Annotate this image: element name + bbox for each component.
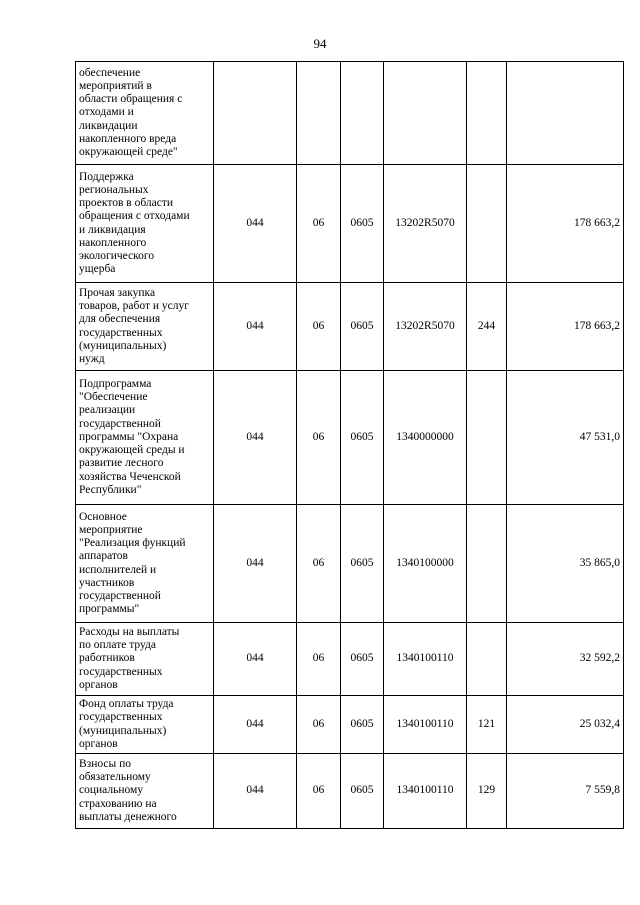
cell-rz: 06	[297, 283, 341, 371]
cell-sum: 7 559,8	[507, 754, 624, 829]
cell-vr	[467, 371, 507, 505]
cell-rz	[297, 62, 341, 165]
cell-csr: 1340100110	[384, 696, 467, 754]
cell-sum: 35 865,0	[507, 505, 624, 623]
cell-name: Расходы на выплаты по оплате труда работников государственных органов	[76, 623, 214, 696]
cell-vr: 244	[467, 283, 507, 371]
table-row	[76, 371, 624, 505]
cell-name: Взносы по обязательному социальному страхованию на выплаты денежного	[76, 754, 214, 829]
cell-grbs: 044	[214, 165, 297, 283]
page-number: 94	[313, 36, 327, 51]
cell-csr: 1340100000	[384, 505, 467, 623]
cell-grbs: 044	[214, 696, 297, 754]
cell-prz: 0605	[341, 505, 384, 623]
cell-name: Прочая закупка товаров, работ и услуг для обеспечения государственных (муниципальных) нужд	[76, 283, 214, 371]
table-row	[76, 696, 624, 754]
cell-grbs: 044	[214, 754, 297, 829]
cell-prz: 0605	[341, 165, 384, 283]
cell-vr	[467, 505, 507, 623]
cell-name: Поддержка региональных проектов в области обращения с отходами и ликвидация накопленного экологического ущерба	[76, 165, 214, 283]
cell-prz	[341, 62, 384, 165]
cell-grbs: 044	[214, 371, 297, 505]
cell-rz: 06	[297, 623, 341, 696]
cell-prz: 0605	[341, 696, 384, 754]
cell-rz: 06	[297, 505, 341, 623]
cell-sum: 178 663,2	[507, 165, 624, 283]
cell-csr	[384, 62, 467, 165]
cell-prz: 0605	[341, 371, 384, 505]
cell-sum: 178 663,2	[507, 283, 624, 371]
cell-sum: 47 531,0	[507, 371, 624, 505]
cell-rz: 06	[297, 696, 341, 754]
cell-name: Основное мероприятие "Реализация функций аппаратов исполнителей и участников государственной программы"	[76, 505, 214, 623]
cell-rz: 06	[297, 165, 341, 283]
cell-prz: 0605	[341, 754, 384, 829]
cell-csr: 13202R5070	[384, 165, 467, 283]
cell-vr: 129	[467, 754, 507, 829]
cell-csr: 1340100110	[384, 754, 467, 829]
cell-prz: 0605	[341, 623, 384, 696]
table-row	[76, 283, 624, 371]
cell-rz: 06	[297, 371, 341, 505]
table-row	[76, 754, 624, 829]
cell-grbs: 044	[214, 505, 297, 623]
cell-sum: 32 592,2	[507, 623, 624, 696]
cell-vr	[467, 62, 507, 165]
cell-sum	[507, 62, 624, 165]
cell-vr	[467, 623, 507, 696]
cell-name: Подпрограмма "Обеспечение реализации государственной программы "Охрана окружающей среды и развитие лесного хозяйства Чеченской Республики"	[76, 371, 214, 505]
cell-csr: 1340100110	[384, 623, 467, 696]
table-row	[76, 165, 624, 283]
table-row	[76, 623, 624, 696]
cell-csr: 1340000000	[384, 371, 467, 505]
cell-name: Фонд оплаты труда государственных (муниципальных) органов	[76, 696, 214, 754]
cell-vr: 121	[467, 696, 507, 754]
table-row	[76, 505, 624, 623]
cell-name: обеспечение мероприятий в области обращения с отходами и ликвидации накопленного вреда окружающей среде"	[76, 62, 214, 165]
cell-prz: 0605	[341, 283, 384, 371]
cell-grbs	[214, 62, 297, 165]
cell-vr	[467, 165, 507, 283]
cell-csr: 13202R5070	[384, 283, 467, 371]
cell-grbs: 044	[214, 623, 297, 696]
table-row	[76, 62, 624, 165]
budget-table	[75, 61, 624, 829]
cell-rz: 06	[297, 754, 341, 829]
cell-sum: 25 032,4	[507, 696, 624, 754]
cell-grbs: 044	[214, 283, 297, 371]
